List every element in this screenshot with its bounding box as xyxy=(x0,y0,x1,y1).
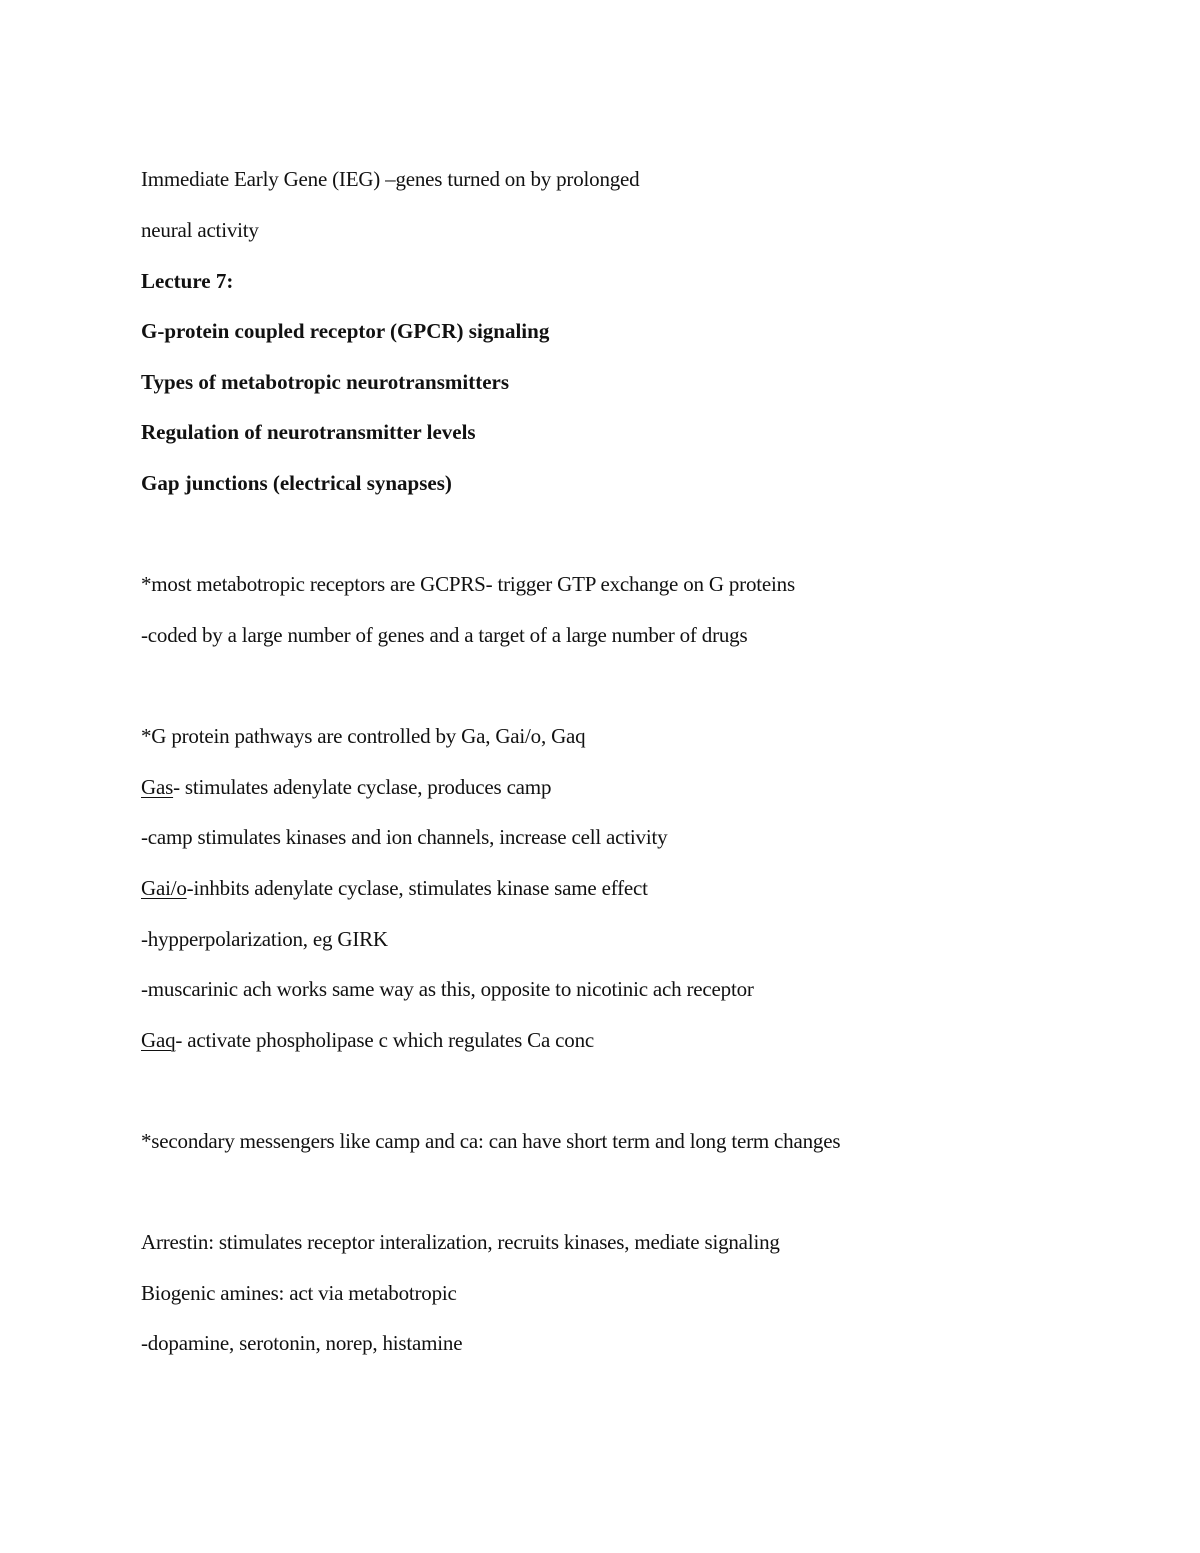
note-muscarinic: -muscarinic ach works same way as this, opposite to nicotinic ach receptor xyxy=(141,977,754,1001)
intro-line-2: neural activity xyxy=(141,218,259,242)
note-pathways: *G protein pathways are controlled by Ga, Gai/o, Gaq xyxy=(141,724,586,748)
note-gaq-text: - activate phospholipase c which regulates Ca conc xyxy=(175,1028,594,1052)
note-arrestin: Arrestin: stimulates receptor interalization, recruits kinases, mediate signaling xyxy=(141,1230,780,1254)
lecture-title: Lecture 7: xyxy=(141,269,234,293)
note-gaio-text: -inhbits adenylate cyclase, stimulates kinase same effect xyxy=(186,876,648,900)
intro-line-1: Immediate Early Gene (IEG) –genes turned on by prolonged xyxy=(141,167,640,191)
topic-gap-junctions: Gap junctions (electrical synapses) xyxy=(141,471,452,495)
note-gpcr-1: *most metabotropic receptors are GCPRS- trigger GTP exchange on G proteins xyxy=(141,572,795,596)
topic-metabotropic-types: Types of metabotropic neurotransmitters xyxy=(141,370,510,394)
note-gas xyxy=(141,774,551,800)
note-biogenic-amines: Biogenic amines: act via metabotropic xyxy=(141,1281,457,1305)
topic-gpcr-signaling: G-protein coupled receptor (GPCR) signaling xyxy=(141,319,550,343)
note-gpcr-2: -coded by a large number of genes and a target of a large number of drugs xyxy=(141,623,748,647)
term-gaio: Gai/o xyxy=(141,876,187,900)
note-gaq xyxy=(141,1027,594,1053)
note-camp: -camp stimulates kinases and ion channels, increase cell activity xyxy=(141,825,668,849)
topic-regulation: Regulation of neurotransmitter levels xyxy=(141,420,476,444)
note-secondary-messengers: *secondary messengers like camp and ca: can have short term and long term changes xyxy=(141,1129,841,1153)
term-gas: Gas xyxy=(141,775,174,799)
term-gaq: Gaq xyxy=(141,1028,176,1052)
note-hyperpolarization: -hypperpolarization, eg GIRK xyxy=(141,927,388,951)
note-gas-text: - stimulates adenylate cyclase, produces camp xyxy=(173,775,552,799)
note-gaio xyxy=(141,875,648,901)
note-amines-list: -dopamine, serotonin, norep, histamine xyxy=(141,1331,463,1355)
